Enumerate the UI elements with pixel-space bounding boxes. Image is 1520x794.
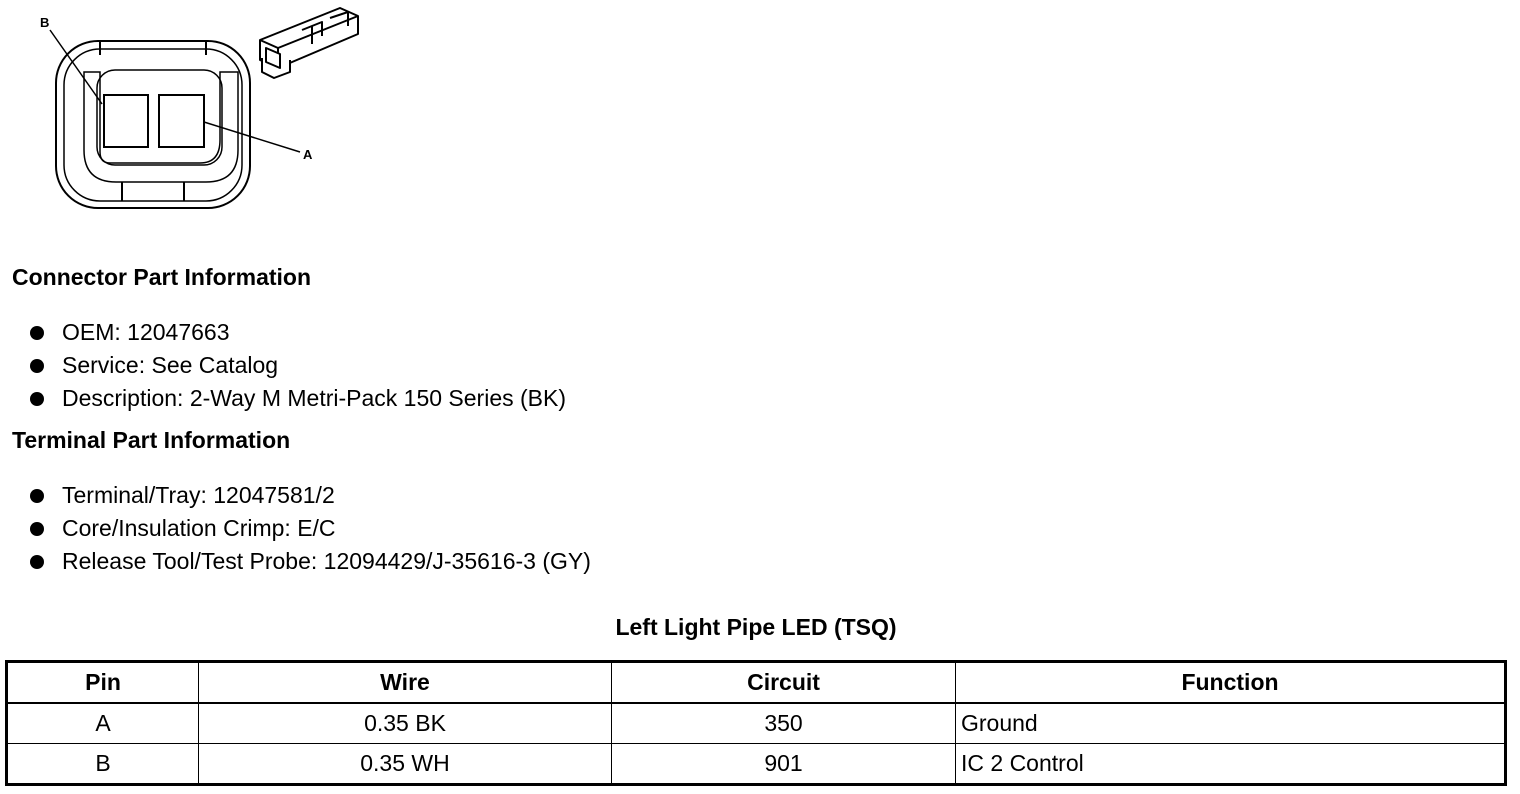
cavity-b — [104, 95, 148, 147]
cell-circuit: 901 — [612, 744, 956, 785]
bullet-icon — [30, 489, 44, 503]
cell-wire: 0.35 WH — [199, 744, 612, 785]
bullet-icon — [30, 326, 44, 340]
list-item: Terminal/Tray: 12047581/2 — [30, 479, 591, 512]
table-header-row — [7, 662, 1506, 703]
column-header-pin: Pin — [7, 662, 199, 703]
list-item: Service: See Catalog — [30, 349, 566, 382]
list-item: Description: 2-Way M Metri-Pack 150 Series (BK) — [30, 382, 566, 415]
pinout-table — [5, 660, 1507, 786]
list-item: Release Tool/Test Probe: 12094429/J-35616-3 (GY) — [30, 545, 591, 578]
connector-thumbnail-icon — [260, 8, 358, 78]
cavity-a — [159, 95, 204, 147]
table-row — [7, 703, 1506, 744]
column-header-circuit: Circuit — [612, 662, 956, 703]
cell-pin: A — [7, 703, 199, 744]
cell-function: IC 2 Control — [956, 744, 1506, 785]
table-row — [7, 744, 1506, 785]
bullet-icon — [30, 522, 44, 536]
list-item: Core/Insulation Crimp: E/C — [30, 512, 591, 545]
bullet-icon — [30, 359, 44, 373]
pin-label-b: B — [40, 15, 50, 30]
cell-wire: 0.35 BK — [199, 703, 612, 744]
cell-circuit: 350 — [612, 703, 956, 744]
table-caption: Left Light Pipe LED (TSQ) — [615, 614, 897, 640]
terminal-part-info-list — [30, 479, 591, 578]
bullet-icon — [30, 392, 44, 406]
connector-part-info-heading: Connector Part Information — [12, 264, 312, 290]
connector-diagram — [0, 0, 380, 220]
connector-part-info-list — [30, 316, 566, 415]
pin-label-a: A — [303, 147, 313, 162]
cell-pin: B — [7, 744, 199, 785]
list-item: OEM: 12047663 — [30, 316, 566, 349]
cell-function: Ground — [956, 703, 1506, 744]
bullet-icon — [30, 555, 44, 569]
terminal-part-info-heading: Terminal Part Information — [12, 427, 291, 453]
column-header-wire: Wire — [199, 662, 612, 703]
column-header-function: Function — [956, 662, 1506, 703]
